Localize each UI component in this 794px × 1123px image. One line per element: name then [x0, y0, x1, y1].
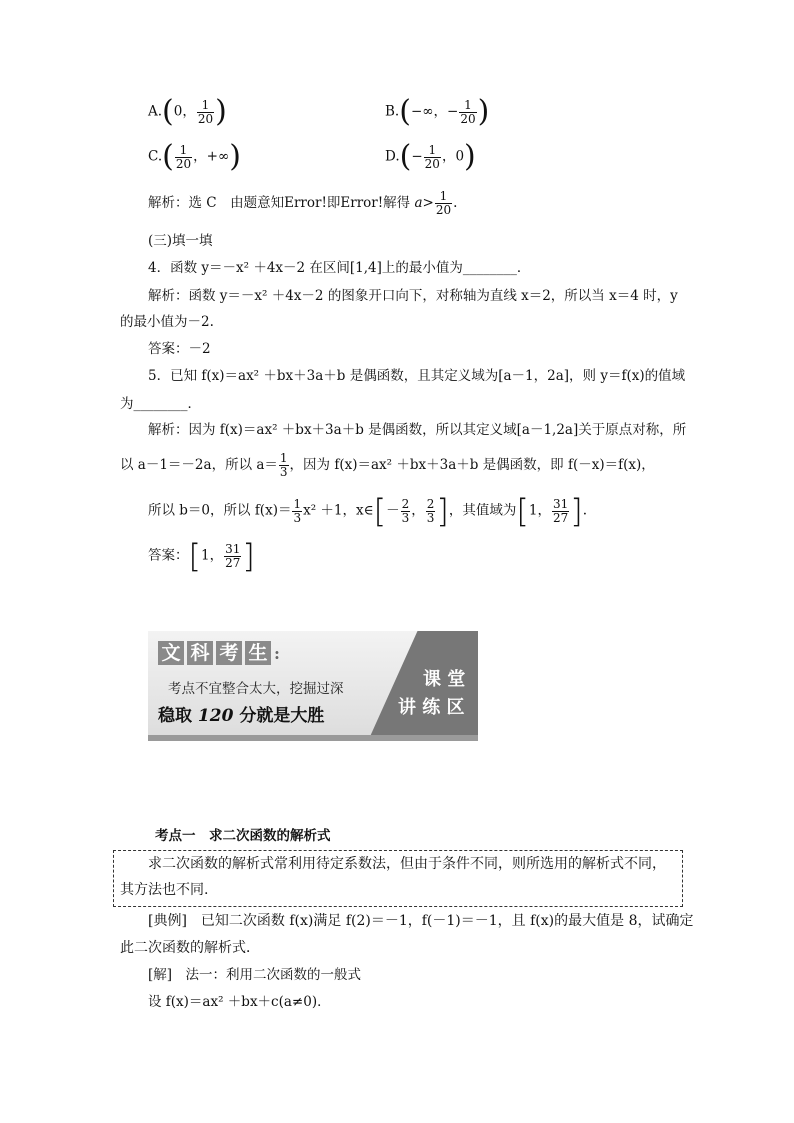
banner-right-label-2: 讲 练 区 [398, 697, 465, 718]
topic-title: 考点一 求二次函数的解析式 [155, 828, 331, 844]
q4-stem: 4．函数 y＝－x² ＋4x－2 在区间[1,4]上的最小值为________． [148, 260, 531, 276]
q5-analysis-line3: 所以 b＝0，所以 f(x)＝ $\frac{1}{3}$ x² ＋1，x∈[－ $\frac{2}{3}$ ， $\frac{2}{3}$ ]，其值域为[1， $\frac{31}{27}$ ]. [148, 492, 588, 530]
q4-analysis-line2: 的最小值为－2. [120, 314, 214, 330]
fraction: $\frac{1}{20}$ [424, 142, 440, 171]
q5-stem-line1: 5．已知 f(x)＝ax² ＋bx＋3a＋b 是偶函数，且其定义域为[a－1，2a]，则 y＝f(x)的值域 [148, 368, 686, 384]
banner-tile: 生 [245, 641, 271, 665]
fraction: $\frac{1}{20}$ [175, 142, 192, 171]
method-note-line1: 求二次函数的解析式常利用待定系数法，但由于条件不同，则所选用的解析式不同， [148, 856, 666, 872]
banner-tile: 文 [158, 641, 184, 665]
fraction: $\frac{1}{3}$ [279, 451, 288, 479]
solution-heading: [解] 法一：利用二次函数的一般式 [148, 967, 362, 983]
q5-analysis-line2: 以 a－1＝－2a，所以 a＝ $\frac{1}{3}$ ，因为 f(x)＝ax² ＋bx＋3a＋b 是偶函数，即 f(－x)＝f(x)， [120, 451, 655, 479]
banner-tile: 科 [187, 641, 213, 665]
fraction: $\frac{2}{3}$ [426, 496, 435, 525]
option-c-label: C. [148, 148, 163, 165]
q3-analysis: 解析：选 C 由题意知Error!即Error!解得 a> $\frac{1}{20}$ . [148, 189, 458, 217]
example-line2: 此二次函数的解析式． [120, 940, 260, 956]
banner-right-label-1: 课 堂 [423, 669, 466, 690]
fraction: $\frac{1}{3}$ [293, 496, 302, 525]
option-a: A.(0， $\frac{1}{20}$ ) [148, 94, 227, 129]
paren-open: ( [162, 94, 174, 129]
solution-setup: 设 f(x)＝ax² ＋bx＋c(a≠0)． [148, 994, 331, 1010]
fraction: $\frac{1}{20}$ [460, 97, 476, 126]
q4-answer: 答案：－2 [148, 341, 211, 357]
banner-title-tiles [158, 641, 280, 665]
example-line1: [典例] 已知二次函数 f(x)满足 f(2)＝－1，f(－1)＝－1，且 f(x)的最大值是 8，试确定 [148, 913, 694, 929]
method-note-line2: 其方法也不同. [120, 882, 209, 898]
option-b: B.(−∞，− $\frac{1}{20}$ ) [385, 94, 490, 129]
banner-colon: : [274, 644, 280, 663]
fraction: $\frac{1}{20}$ [197, 97, 214, 126]
option-d-label: D. [385, 148, 400, 165]
banner-line2: 稳取 120 分就是大胜 [158, 706, 325, 726]
option-d: D.(− $\frac{1}{20}$ ，0) [385, 139, 476, 174]
q5-stem-line2: 为________． [120, 396, 201, 412]
q5-answer: 答案：[1， $\frac{31}{27}$ ] [148, 537, 255, 575]
banner-bottom-bar [148, 735, 478, 741]
banner-line1: 考点不宜整合太大，挖掘过深 [168, 681, 344, 697]
option-c: C.( $\frac{1}{20}$ ，+∞) [148, 139, 241, 174]
q5-analysis-line1: 解析：因为 f(x)＝ax² ＋bx＋3a＋b 是偶函数，所以其定义域[a－1,2a]关于原点对称，所 [148, 422, 687, 438]
section-heading: (三)填一填 [148, 233, 213, 249]
option-a-label: A. [148, 103, 163, 120]
fraction: $\frac{1}{20}$ [435, 189, 452, 217]
banner-tile: 考 [216, 641, 242, 665]
fraction: $\frac{2}{3}$ [401, 496, 410, 525]
section-banner [148, 631, 478, 741]
fraction: $\frac{31}{27}$ [552, 496, 569, 525]
option-b-label: B. [385, 103, 400, 120]
q4-analysis-line1: 解析：函数 y＝－x² ＋4x－2 的图象开口向下，对称轴为直线 x＝2，所以当 x＝4 时，y [148, 288, 678, 304]
fraction: $\frac{31}{27}$ [225, 541, 241, 570]
